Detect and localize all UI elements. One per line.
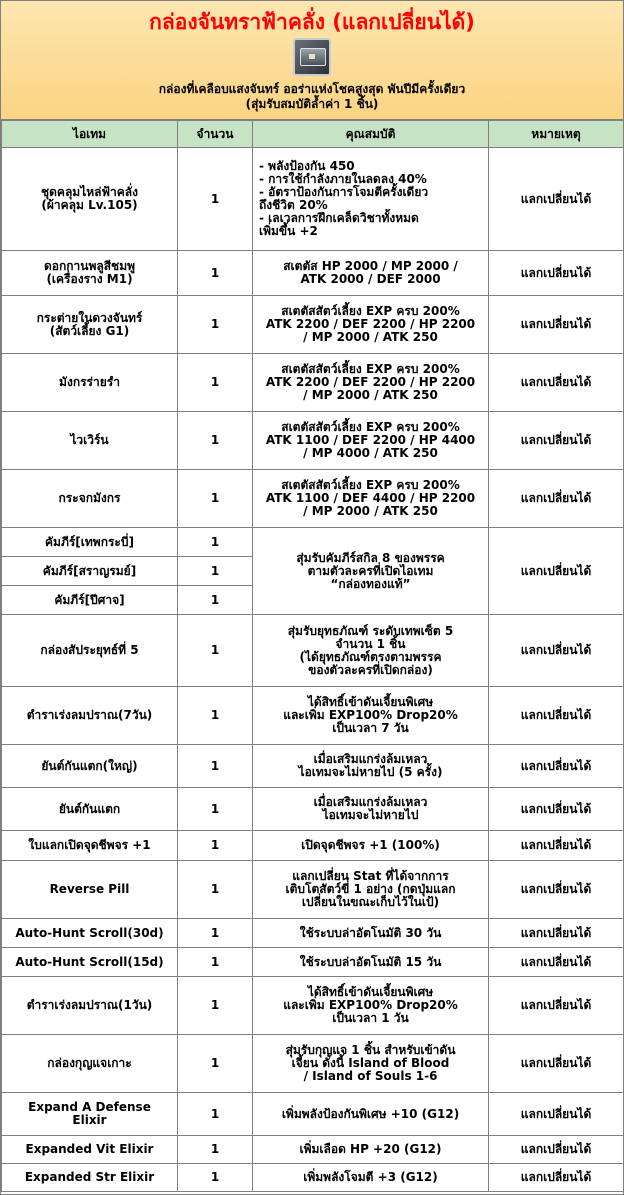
table-row (2, 687, 624, 745)
table-row (2, 354, 624, 412)
item-name: Expand A Defense Elixir (2, 1093, 178, 1136)
table-row (2, 412, 624, 470)
item-note: แลกเปลี่ยนได้ (489, 296, 624, 354)
table-row (2, 470, 624, 528)
item-name: ยันต์กันแตก (2, 788, 178, 831)
item-properties: เพิ่มเลือด HP +20 (G12) (253, 1136, 489, 1164)
item-quantity: 1 (178, 412, 253, 470)
item-note: แลกเปลี่ยนได้ (489, 148, 624, 251)
item-note: แลกเปลี่ยนได้ (489, 1164, 624, 1192)
item-quantity: 1 (178, 296, 253, 354)
item-name: คัมภีร์[ปีศาจ] (2, 586, 178, 615)
table-row (2, 296, 624, 354)
item-name: Auto-Hunt Scroll(15d) (2, 948, 178, 977)
table-row (2, 1136, 624, 1164)
item-note: แลกเปลี่ยนได้ (489, 919, 624, 948)
item-properties: สุ่มรับยุทธภัณฑ์ ระดับเทพเซ็ต 5 จำนวน 1 ชิ้น (ได้ยุทธภัณฑ์ตรงตามพรรค ของตัวละครที่เปิดกล่อง) (253, 615, 489, 687)
item-quantity: 1 (178, 354, 253, 412)
item-note: แลกเปลี่ยนได้ (489, 788, 624, 831)
item-note: แลกเปลี่ยนได้ (489, 615, 624, 687)
item-note: แลกเปลี่ยนได้ (489, 354, 624, 412)
box-header (1, 1, 623, 120)
item-properties: เพิ่มพลังป้องกันพิเศษ +10 (G12) (253, 1093, 489, 1136)
item-note: แลกเปลี่ยนได้ (489, 470, 624, 528)
table-row (2, 528, 624, 557)
item-name: กล่องกุญแจเกาะ (2, 1035, 178, 1093)
item-name: คัมภีร์[เทพกระบี่] (2, 528, 178, 557)
item-note: แลกเปลี่ยนได้ (489, 528, 624, 615)
item-quantity: 1 (178, 557, 253, 586)
table-row (2, 1035, 624, 1093)
item-quantity: 1 (178, 788, 253, 831)
item-name: ดอกกานพลูสีชมพู (เครื่องราง M1) (2, 251, 178, 296)
item-properties: สุ่มรับคัมภีร์สกิล 8 ของพรรค ตามตัวละครที่เปิดไอเทม “กล่องทองแท้” (253, 528, 489, 615)
item-quantity: 1 (178, 831, 253, 861)
item-properties: สเตตัสสัตว์เลี้ยง EXP ครบ 200% ATK 1100 / DEF 4400 / HP 2200 / MP 2000 / ATK 250 (253, 470, 489, 528)
item-name: Auto-Hunt Scroll(30d) (2, 919, 178, 948)
item-name: กระจกมังกร (2, 470, 178, 528)
item-note: แลกเปลี่ยนได้ (489, 412, 624, 470)
column-header-note: หมายเหตุ (489, 121, 624, 148)
table-row (2, 948, 624, 977)
item-properties: เปิดจุดชีพจร +1 (100%) (253, 831, 489, 861)
item-name: กระต่ายในดวงจันทร์ (สัตว์เลี้ยง G1) (2, 296, 178, 354)
item-properties: เมื่อเสริมแกร่งล้มเหลว ไอเทมจะไม่หายไป (253, 788, 489, 831)
item-quantity: 1 (178, 861, 253, 919)
item-name: ใบแลกเปิดจุดชีพจร +1 (2, 831, 178, 861)
table-row (2, 1093, 624, 1136)
item-name: ชุดคลุมไหล่ฟ้าคลั่ง (ผ้าคลุม Lv.105) (2, 148, 178, 251)
table-row (2, 148, 624, 251)
item-quantity: 1 (178, 615, 253, 687)
item-name: กล่องสัประยุทธ์ที่ 5 (2, 615, 178, 687)
item-quantity: 1 (178, 948, 253, 977)
item-note: แลกเปลี่ยนได้ (489, 1093, 624, 1136)
item-quantity: 1 (178, 919, 253, 948)
item-properties: ใช้ระบบล่าอัตโนมัติ 30 วัน (253, 919, 489, 948)
item-properties: สเตตัสสัตว์เลี้ยง EXP ครบ 200% ATK 1100 / DEF 2200 / HP 4400 / MP 4000 / ATK 250 (253, 412, 489, 470)
item-properties: สเตตัสสัตว์เลี้ยง EXP ครบ 200% ATK 2200 / DEF 2200 / HP 2200 / MP 2000 / ATK 250 (253, 296, 489, 354)
item-name: มังกรร่ายรำ (2, 354, 178, 412)
item-properties: ใช้ระบบล่าอัตโนมัติ 15 วัน (253, 948, 489, 977)
item-properties: ได้สิทธิ์เข้าดันเจี้ยนพิเศษ และเพิ่ม EXP100% Drop20% เป็นเวลา 7 วัน (253, 687, 489, 745)
table-row (2, 745, 624, 788)
item-name: ไวเวิร์น (2, 412, 178, 470)
item-name: Reverse Pill (2, 861, 178, 919)
item-note: แลกเปลี่ยนได้ (489, 1035, 624, 1093)
item-quantity: 1 (178, 1136, 253, 1164)
item-quantity: 1 (178, 251, 253, 296)
table-row (2, 1164, 624, 1192)
item-note: แลกเปลี่ยนได้ (489, 861, 624, 919)
description-line-2: (สุ่มรับสมบัติล้ำค่า 1 ชิ้น) (245, 97, 379, 111)
item-properties: สเตตัสสัตว์เลี้ยง EXP ครบ 200% ATK 2200 / DEF 2200 / HP 2200 / MP 2000 / ATK 250 (253, 354, 489, 412)
item-name: คัมภีร์[สราญรมย์] (2, 557, 178, 586)
item-quantity: 1 (178, 687, 253, 745)
item-properties: สเตตัส HP 2000 / MP 2000 / ATK 2000 / DEF 2000 (253, 251, 489, 296)
item-note: แลกเปลี่ยนได้ (489, 687, 624, 745)
item-quantity: 1 (178, 1093, 253, 1136)
rewards-table (1, 120, 624, 1192)
item-note: แลกเปลี่ยนได้ (489, 831, 624, 861)
table-row (2, 861, 624, 919)
table-row (2, 977, 624, 1035)
treasure-chest-icon (293, 38, 331, 76)
description-line-1: กล่องที่เคลือบแสงจันทร์ ออร่าแห่งโชคสูงสุด พันปีมีครั้งเดียว (158, 82, 466, 96)
page-title: กล่องจันทราฟ้าคลั่ง (แลกเปลี่ยนได้) (149, 10, 475, 34)
box-description (1, 82, 623, 112)
item-name: ตำราเร่งลมปราณ(1วัน) (2, 977, 178, 1035)
item-note: แลกเปลี่ยนได้ (489, 745, 624, 788)
item-properties: สุ่มรับกุญแจ 1 ชิ้น สำหรับเข้าดัน เจี้ยน ดังนี้ Island of Blood / Island of Souls 1-6 (253, 1035, 489, 1093)
item-properties: แลกเปลี่ยน Stat ที่ได้จากการ เติบโตสัตว์ขี่ 1 อย่าง (กดปุ่มแลก เปลี่ยนในขณะเก็บไว้ในเป้) (253, 861, 489, 919)
item-name: Expanded Str Elixir (2, 1164, 178, 1192)
item-properties: เพิ่มพลังโจมตี +3 (G12) (253, 1164, 489, 1192)
item-quantity: 1 (178, 470, 253, 528)
item-properties: เมื่อเสริมแกร่งล้มเหลว ไอเทมจะไม่หายไป (5 ครั้ง) (253, 745, 489, 788)
item-properties: ได้สิทธิ์เข้าดันเจี้ยนพิเศษ และเพิ่ม EXP100% Drop20% เป็นเวลา 1 วัน (253, 977, 489, 1035)
item-quantity: 1 (178, 148, 253, 251)
table-row (2, 788, 624, 831)
table-row (2, 251, 624, 296)
item-quantity: 1 (178, 586, 253, 615)
item-name: Expanded Vit Elixir (2, 1136, 178, 1164)
item-quantity: 1 (178, 1164, 253, 1192)
column-header-quantity: จำนวน (178, 121, 253, 148)
item-note: แลกเปลี่ยนได้ (489, 948, 624, 977)
item-note: แลกเปลี่ยนได้ (489, 977, 624, 1035)
column-header-properties: คุณสมบัติ (253, 121, 489, 148)
item-properties: - พลังป้องกัน 450 - การใช้กำลังภายในลดลง 40% - อัตราป้องกันการโจมตีครั้งเดียว ถึงชีวิต 20% - เลเวลการฝึกเคล็ดวิชาทั้งหมด เพิ่มขึ้น +2 (253, 148, 489, 251)
table-body (2, 148, 624, 1192)
table-row (2, 615, 624, 687)
item-note: แลกเปลี่ยนได้ (489, 251, 624, 296)
item-note: แลกเปลี่ยนได้ (489, 1136, 624, 1164)
item-name: ยันต์กันแตก(ใหญ่) (2, 745, 178, 788)
item-name: ตำราเร่งลมปราณ(7วัน) (2, 687, 178, 745)
item-quantity: 1 (178, 528, 253, 557)
table-row (2, 919, 624, 948)
item-quantity: 1 (178, 977, 253, 1035)
item-quantity: 1 (178, 1035, 253, 1093)
table-header-row (2, 121, 624, 148)
column-header-item: ไอเทม (2, 121, 178, 148)
item-quantity: 1 (178, 745, 253, 788)
table-row (2, 831, 624, 861)
